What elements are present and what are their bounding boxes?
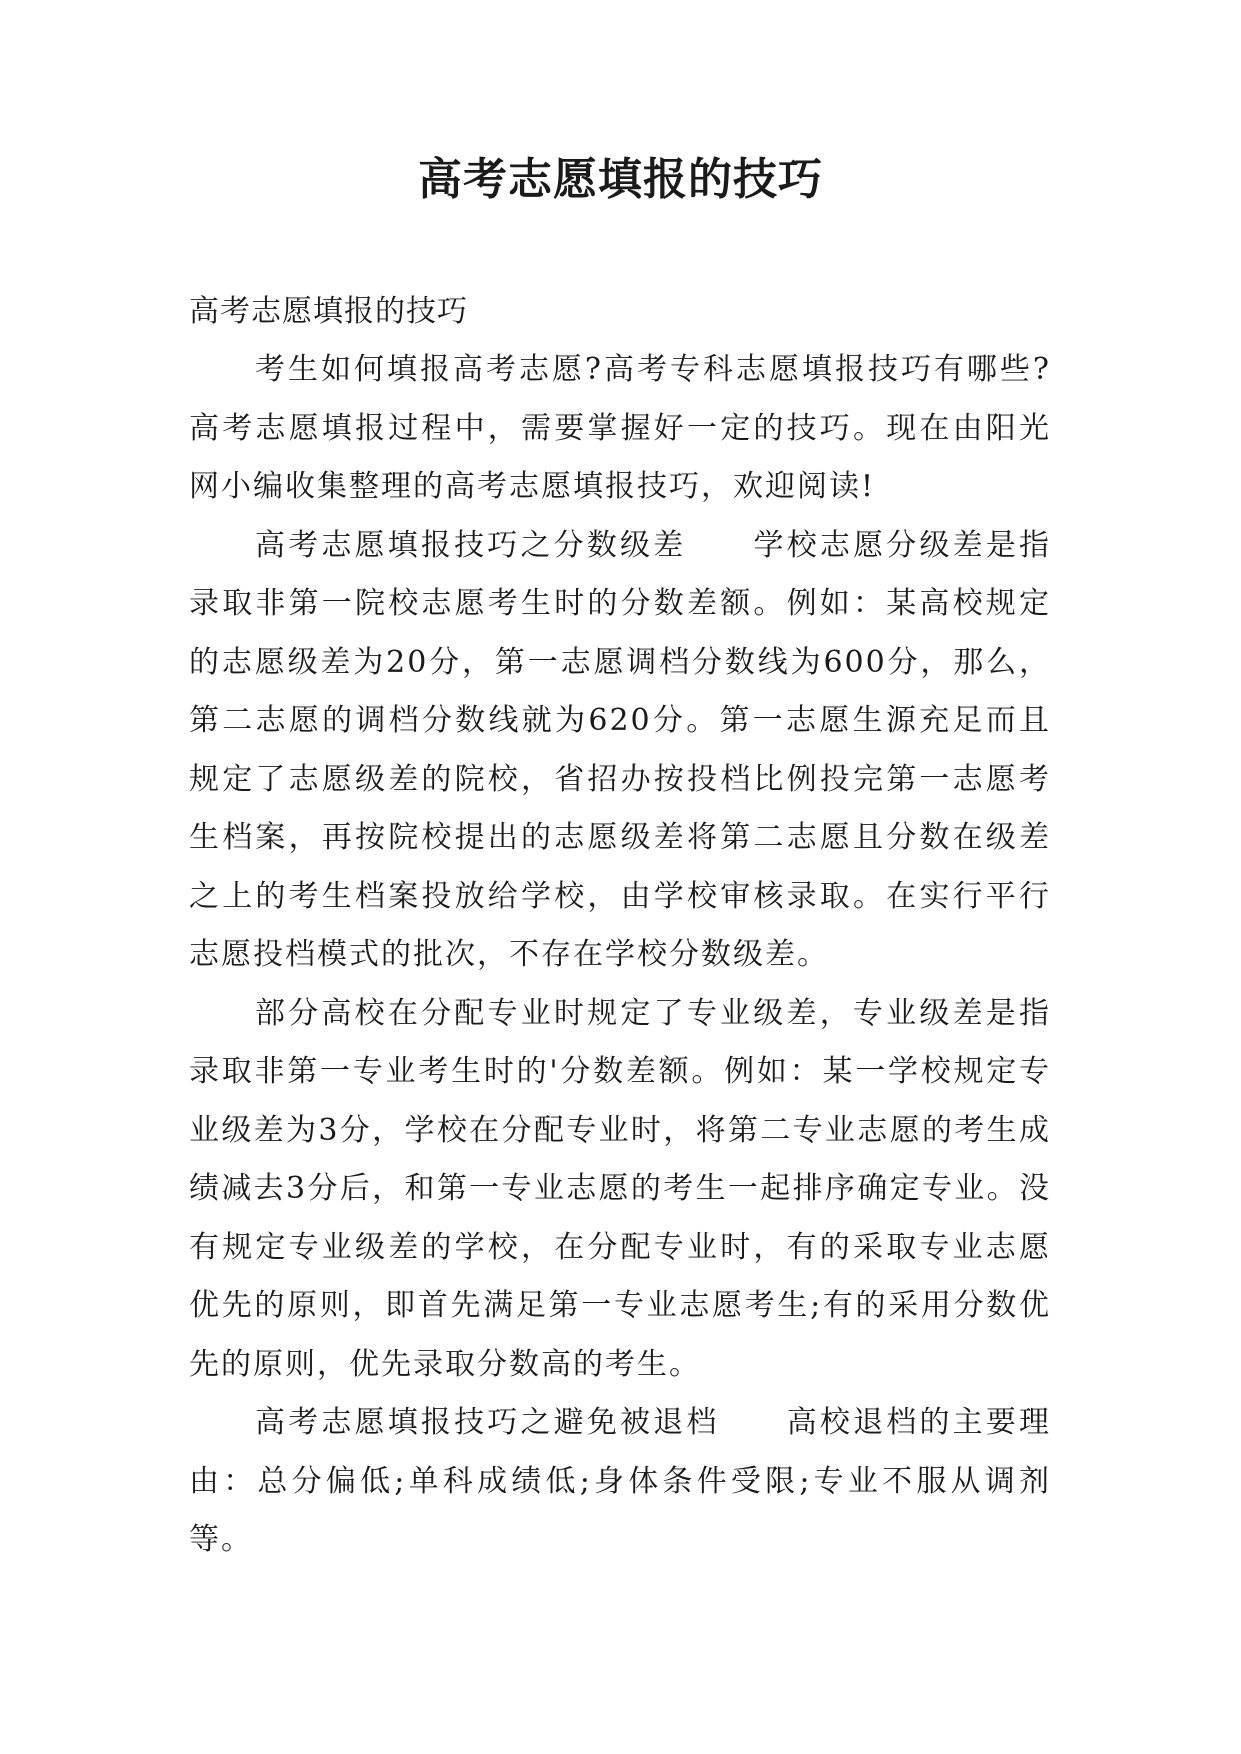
paragraph-score-gap bbox=[189, 517, 1051, 985]
section-heading-score-gap: 高考志愿填报技巧之分数级差 bbox=[255, 527, 687, 563]
section-heading-avoid-rejection: 高考志愿填报技巧之避免被退档 bbox=[255, 1405, 720, 1440]
paragraph-text: 学校志愿分级差是指录取非第一院校志愿考生时的分数差额。例如：某高校规定的志愿级差为20分，第一志愿调档分数线为600分，那么，第二志愿的调档分数线就为620分。第一志愿生源充足而且规定了志愿级差的院校，省招办按投档比例投完第一志愿考生档案，再按院校提出的志愿级差将第二志愿且分数在级差之上的考生档案投放给学校，由学校审核录取。在实行平行志愿投档模式的批次，不存在学校分数级差。 bbox=[189, 527, 1052, 972]
paragraph-text: 部分高校在分配专业时规定了专业级差，专业级差是指录取非第一专业考生时的'分数差额。例如：某一学校规定专业级差为3分，学校在分配专业时，将第二专业志愿的考生成绩减去3分后，和第一专业志愿的考生一起排序确定专业。没有规定专业级差的学校，在分配专业时，有的采取专业志愿优先的原则，即首先满足第一专业志愿考生;有的采用分数优先的原则，优先录取分数高的考生。 bbox=[189, 995, 1051, 1382]
paragraph-major-gap bbox=[189, 985, 1051, 1395]
document-subtitle: 高考志愿填报的技巧 bbox=[189, 294, 468, 329]
paragraph-text: 高校退档的主要理由：总分偏低;单科成绩低;身体条件受限;专业不服从调剂等。 bbox=[189, 1405, 1052, 1557]
paragraph-intro bbox=[189, 341, 1051, 517]
paragraph-avoid-rejection bbox=[189, 1394, 1051, 1570]
paragraph-text: 考生如何填报高考志愿?高考专科志愿填报技巧有哪些?高考志愿填报过程中，需要掌握好一定的技巧。现在由阳光网小编收集整理的高考志愿填报技巧，欢迎阅读! bbox=[189, 352, 1051, 504]
document-body bbox=[189, 283, 1051, 1570]
document-title: 高考志愿填报的技巧 bbox=[418, 154, 823, 205]
